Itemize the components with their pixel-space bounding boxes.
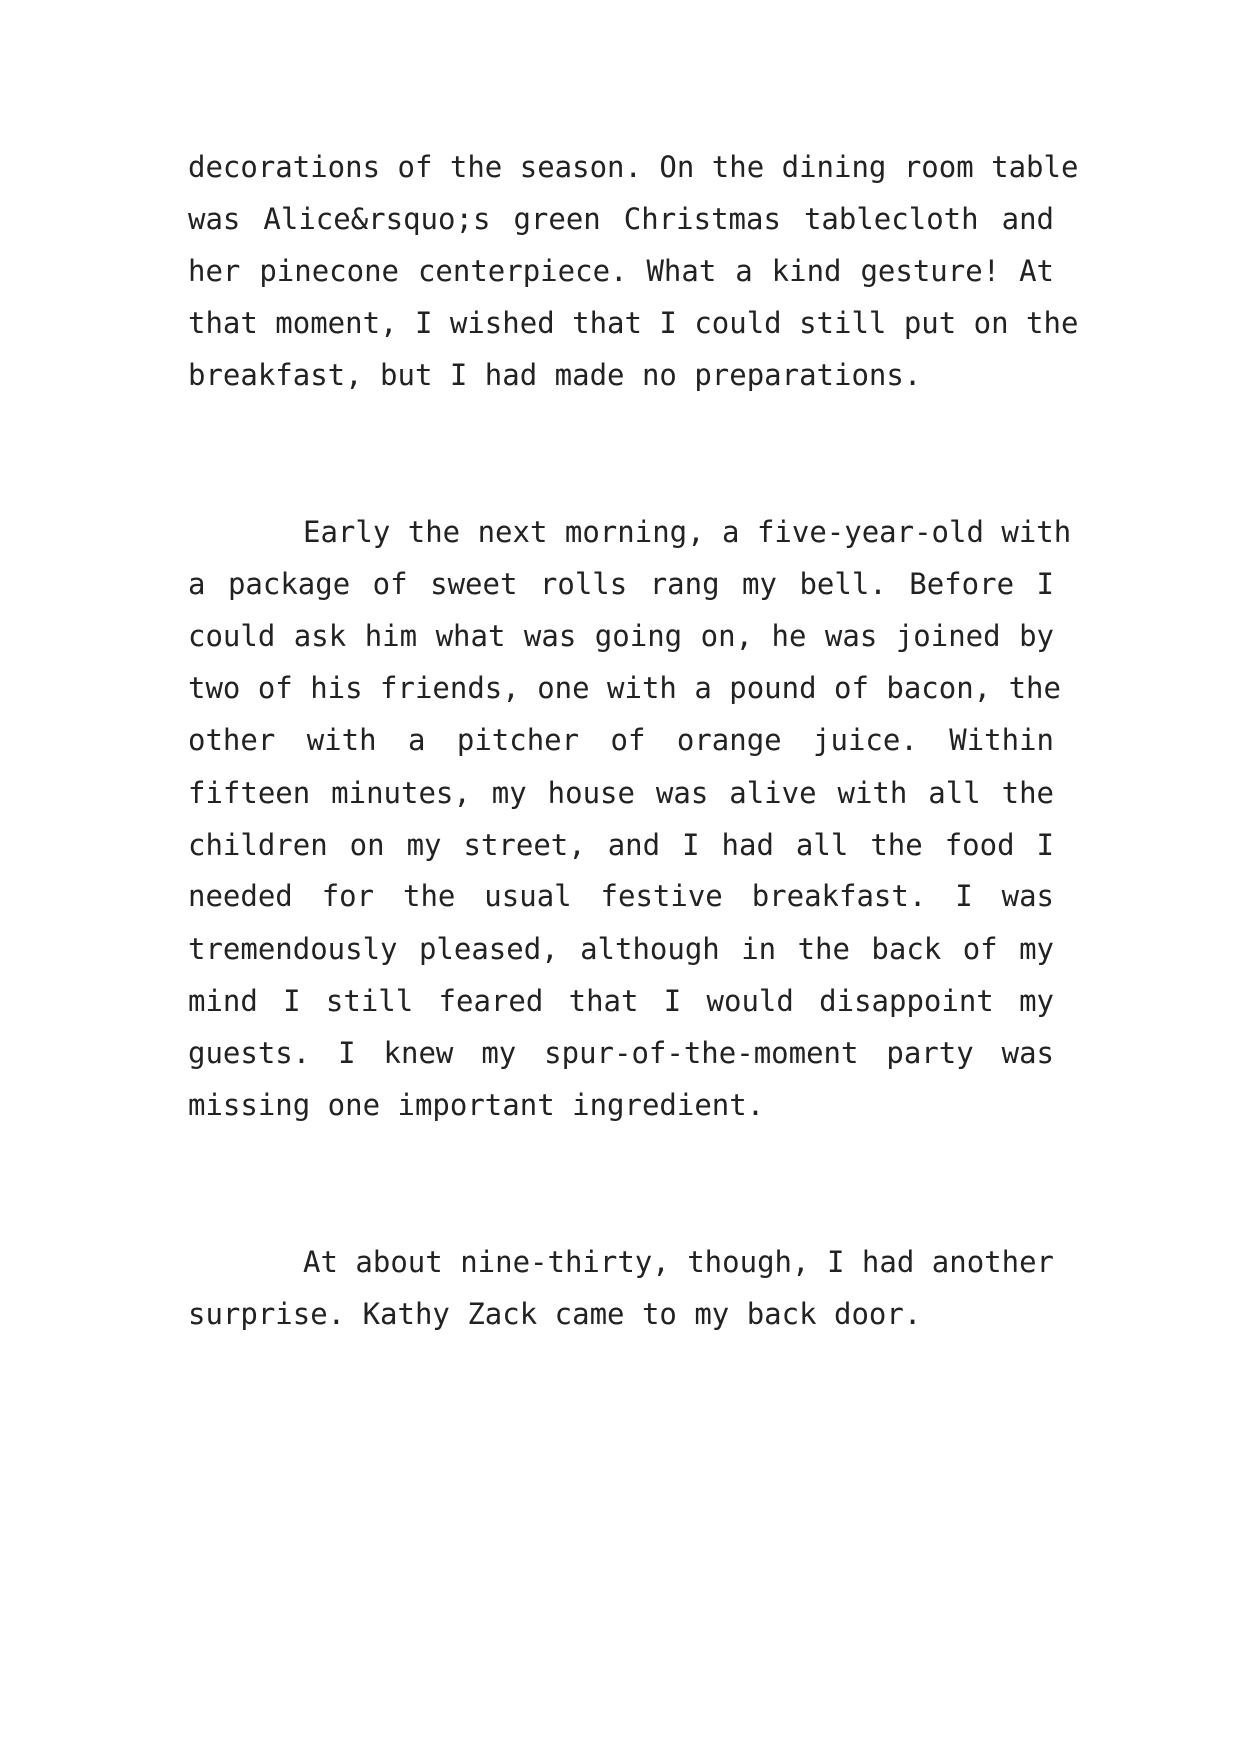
text-line: Early the next morning, a five-year-old with	[303, 515, 1072, 549]
text-line: a package of sweet rolls rang my bell. Before I	[188, 567, 1054, 601]
text-line: children on my street, and I had all the food I	[188, 828, 1054, 862]
text-line: was Alice&rsquo;s green Christmas tablecloth and	[188, 202, 1054, 236]
text-line: other with a pitcher of orange juice. Within	[188, 723, 1054, 757]
text-line: two of his friends, one with a pound of bacon, the	[188, 671, 1061, 705]
text-line: missing one important ingredient.	[188, 1088, 765, 1122]
text-line: could ask him what was going on, he was joined by	[188, 619, 1054, 653]
text-line: needed for the usual festive breakfast. I was	[188, 879, 1054, 913]
text-line: guests. I knew my spur-of-the-moment party was	[188, 1036, 1054, 1070]
text-line: fifteen minutes, my house was alive with all the	[188, 776, 1054, 810]
text-line: her pinecone centerpiece. What a kind gesture! At	[188, 254, 1054, 288]
text-line: surprise. Kathy Zack came to my back door.	[188, 1297, 922, 1331]
text-line: that moment, I wished that I could still put on the	[188, 306, 1079, 340]
text-line: mind I still feared that I would disappoint my	[188, 984, 1054, 1018]
text-line: At about nine-thirty, though, I had another	[303, 1245, 1054, 1279]
text-line: tremendously pleased, although in the back of my	[188, 932, 1054, 966]
text-line: decorations of the season. On the dining room table	[188, 150, 1079, 184]
text-line: breakfast, but I had made no preparations.	[188, 358, 922, 392]
